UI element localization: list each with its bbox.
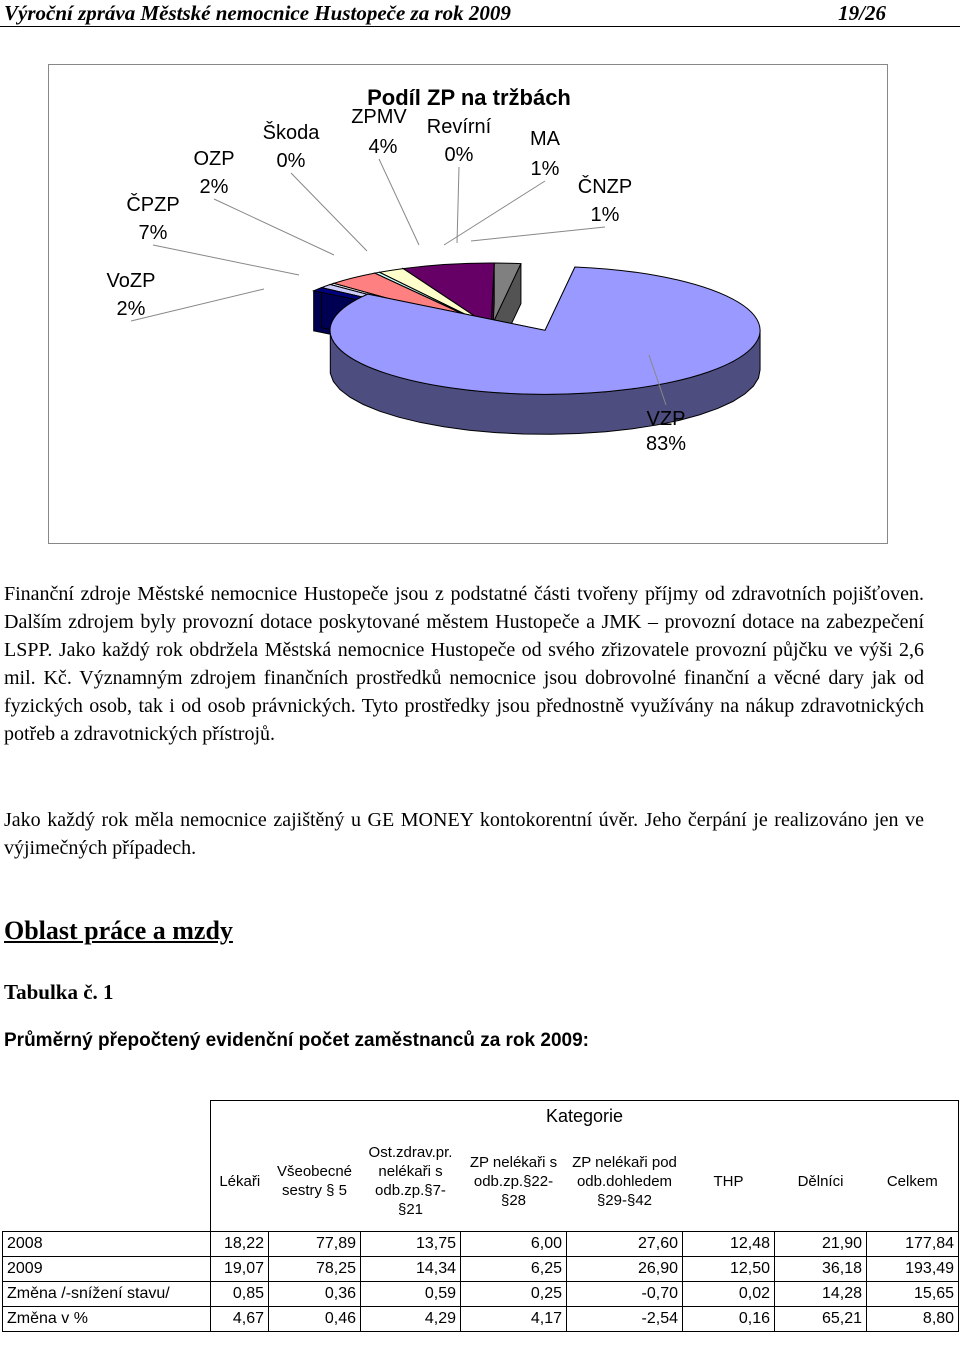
table-cell: 4,17	[461, 1307, 567, 1332]
report-title: Výroční zpráva Městské nemocnice Hustopeče za rok 2009	[4, 1, 511, 25]
table-cell: 26,90	[567, 1257, 683, 1282]
table-cell: 15,65	[867, 1282, 959, 1307]
page-header	[0, 0, 960, 27]
slice-label-name: VoZP	[106, 270, 156, 292]
table-row	[3, 1232, 959, 1257]
pie-slices	[314, 263, 760, 434]
row-label: 2008	[3, 1232, 211, 1257]
table-row	[3, 1257, 959, 1282]
leader-line	[291, 173, 367, 251]
pie-chart-svg	[49, 65, 887, 543]
leader-line	[153, 245, 299, 275]
leader-line	[131, 289, 264, 321]
table-cell: 0,59	[361, 1282, 461, 1307]
column-header: Ost.zdrav.pr. nelékaři s odb.zp.§7-§21	[361, 1131, 461, 1232]
table-cell: 6,00	[461, 1232, 567, 1257]
table-cell: 65,21	[775, 1307, 867, 1332]
table-cell: 13,75	[361, 1232, 461, 1257]
chart-title: Podíl ZP na tržbách	[367, 85, 571, 110]
paragraph-finance: Finanční zdroje Městské nemocnice Hustopeče jsou z podstatné části tvořeny příjmy od zdravotních pojišťoven. Dalším zdrojem byly provozní dotace poskytované městem Hustopeče a JMK – provozní dotace na zabezpečení LSPP. Jako každý rok obdržela Městská nemocnice Hustopeče od svého zřizovatele provozní půjčku ve výši 2,6 mil. Kč. Významným zdrojem finančních prostředků nemocnice jsou dobrovolné finanční a věcné dary jak od fyzických osob, tak i od osob právnických. Tyto prostředky jsou přednostně využívány na nákup zdravotnických potřeb a zdravotnických přístrojů.	[4, 583, 924, 745]
slice-label-percent: 1%	[530, 158, 560, 180]
table-cell: 21,90	[775, 1232, 867, 1257]
column-header: Celkem	[867, 1131, 959, 1232]
table-cell: 12,48	[683, 1232, 775, 1257]
column-header: ZP nelékaři s odb.zp.§22-§28	[461, 1131, 567, 1232]
table-group-header-row	[3, 1101, 959, 1132]
row-label: Změna /-snížení stavu/	[3, 1282, 211, 1307]
staff-table	[2, 1100, 959, 1332]
table-cell: 8,80	[867, 1307, 959, 1332]
table-cell: 0,25	[461, 1282, 567, 1307]
table-caption: Průměrný přepočtený evidenční počet zaměstnanců za rok 2009:	[4, 1030, 589, 1051]
table-cell: 19,07	[211, 1257, 269, 1282]
slice-label-name: ČNZP	[577, 176, 633, 198]
leader-line	[471, 227, 605, 241]
table-cell: 0,46	[269, 1307, 361, 1332]
table-row	[3, 1282, 959, 1307]
slice-label-name: OZP	[193, 148, 235, 170]
table-cell: 193,49	[867, 1257, 959, 1282]
slice-label-name: VZP	[646, 408, 686, 430]
slice-label-percent: 83%	[645, 433, 687, 455]
table-cell: -0,70	[567, 1282, 683, 1307]
table-cell: 0,36	[269, 1282, 361, 1307]
column-header: Všeobecné sestry § 5	[269, 1131, 361, 1232]
slice-label-name: ČPZP	[126, 194, 180, 216]
table-group-header: Kategorie	[211, 1101, 959, 1132]
column-header: ZP nelékaři pod odb.dohledem §29-§42	[567, 1131, 683, 1232]
table-cell: 14,28	[775, 1282, 867, 1307]
slice-label-percent: 0%	[444, 144, 474, 166]
row-label: Změna v %	[3, 1307, 211, 1332]
row-label: 2009	[3, 1257, 211, 1282]
table-cell: 18,22	[211, 1232, 269, 1257]
section-title: Oblast práce a mzdy	[4, 916, 233, 945]
page-number: 19/26	[838, 1, 886, 25]
table-corner	[3, 1101, 211, 1232]
table-cell: 4,29	[361, 1307, 461, 1332]
slice-label-percent: 0%	[276, 150, 306, 172]
table-cell: 0,16	[683, 1307, 775, 1332]
slice-label-name: ZPMV	[351, 106, 407, 128]
table-cell: 36,18	[775, 1257, 867, 1282]
column-header: THP	[683, 1131, 775, 1232]
column-header: Lékaři	[211, 1131, 269, 1232]
table-cell: 27,60	[567, 1232, 683, 1257]
leader-line	[379, 159, 419, 245]
leader-line	[444, 181, 545, 245]
table-cell: 0,02	[683, 1282, 775, 1307]
table-cell: 4,67	[211, 1307, 269, 1332]
table-cell: -2,54	[567, 1307, 683, 1332]
table-cell: 14,34	[361, 1257, 461, 1282]
slice-label-name: MA	[530, 128, 560, 150]
column-header: Dělníci	[775, 1131, 867, 1232]
table-cell: 6,25	[461, 1257, 567, 1282]
table-row	[3, 1307, 959, 1332]
paragraph-credit: Jako každý rok měla nemocnice zajištěný u GE MONEY kontokorentní úvěr. Jeho čerpání je realizováno jen ve výjimečných případech.	[4, 809, 924, 859]
table-cell: 77,89	[269, 1232, 361, 1257]
slice-label-percent: 2%	[199, 176, 229, 198]
leader-line	[214, 199, 334, 255]
table-cell: 12,50	[683, 1257, 775, 1282]
slice-label-percent: 1%	[590, 204, 620, 226]
table-cell: 78,25	[269, 1257, 361, 1282]
slice-label-name: Škoda	[262, 122, 320, 144]
leader-line	[457, 167, 459, 243]
table-label: Tabulka č. 1	[4, 980, 114, 1004]
table-cell: 0,85	[211, 1282, 269, 1307]
pie-chart	[48, 64, 888, 544]
slice-label-percent: 2%	[116, 298, 146, 320]
slice-label-name: Revírní	[426, 116, 492, 138]
table-cell: 177,84	[867, 1232, 959, 1257]
slice-label-percent: 4%	[368, 136, 398, 158]
slice-label-percent: 7%	[138, 222, 168, 244]
